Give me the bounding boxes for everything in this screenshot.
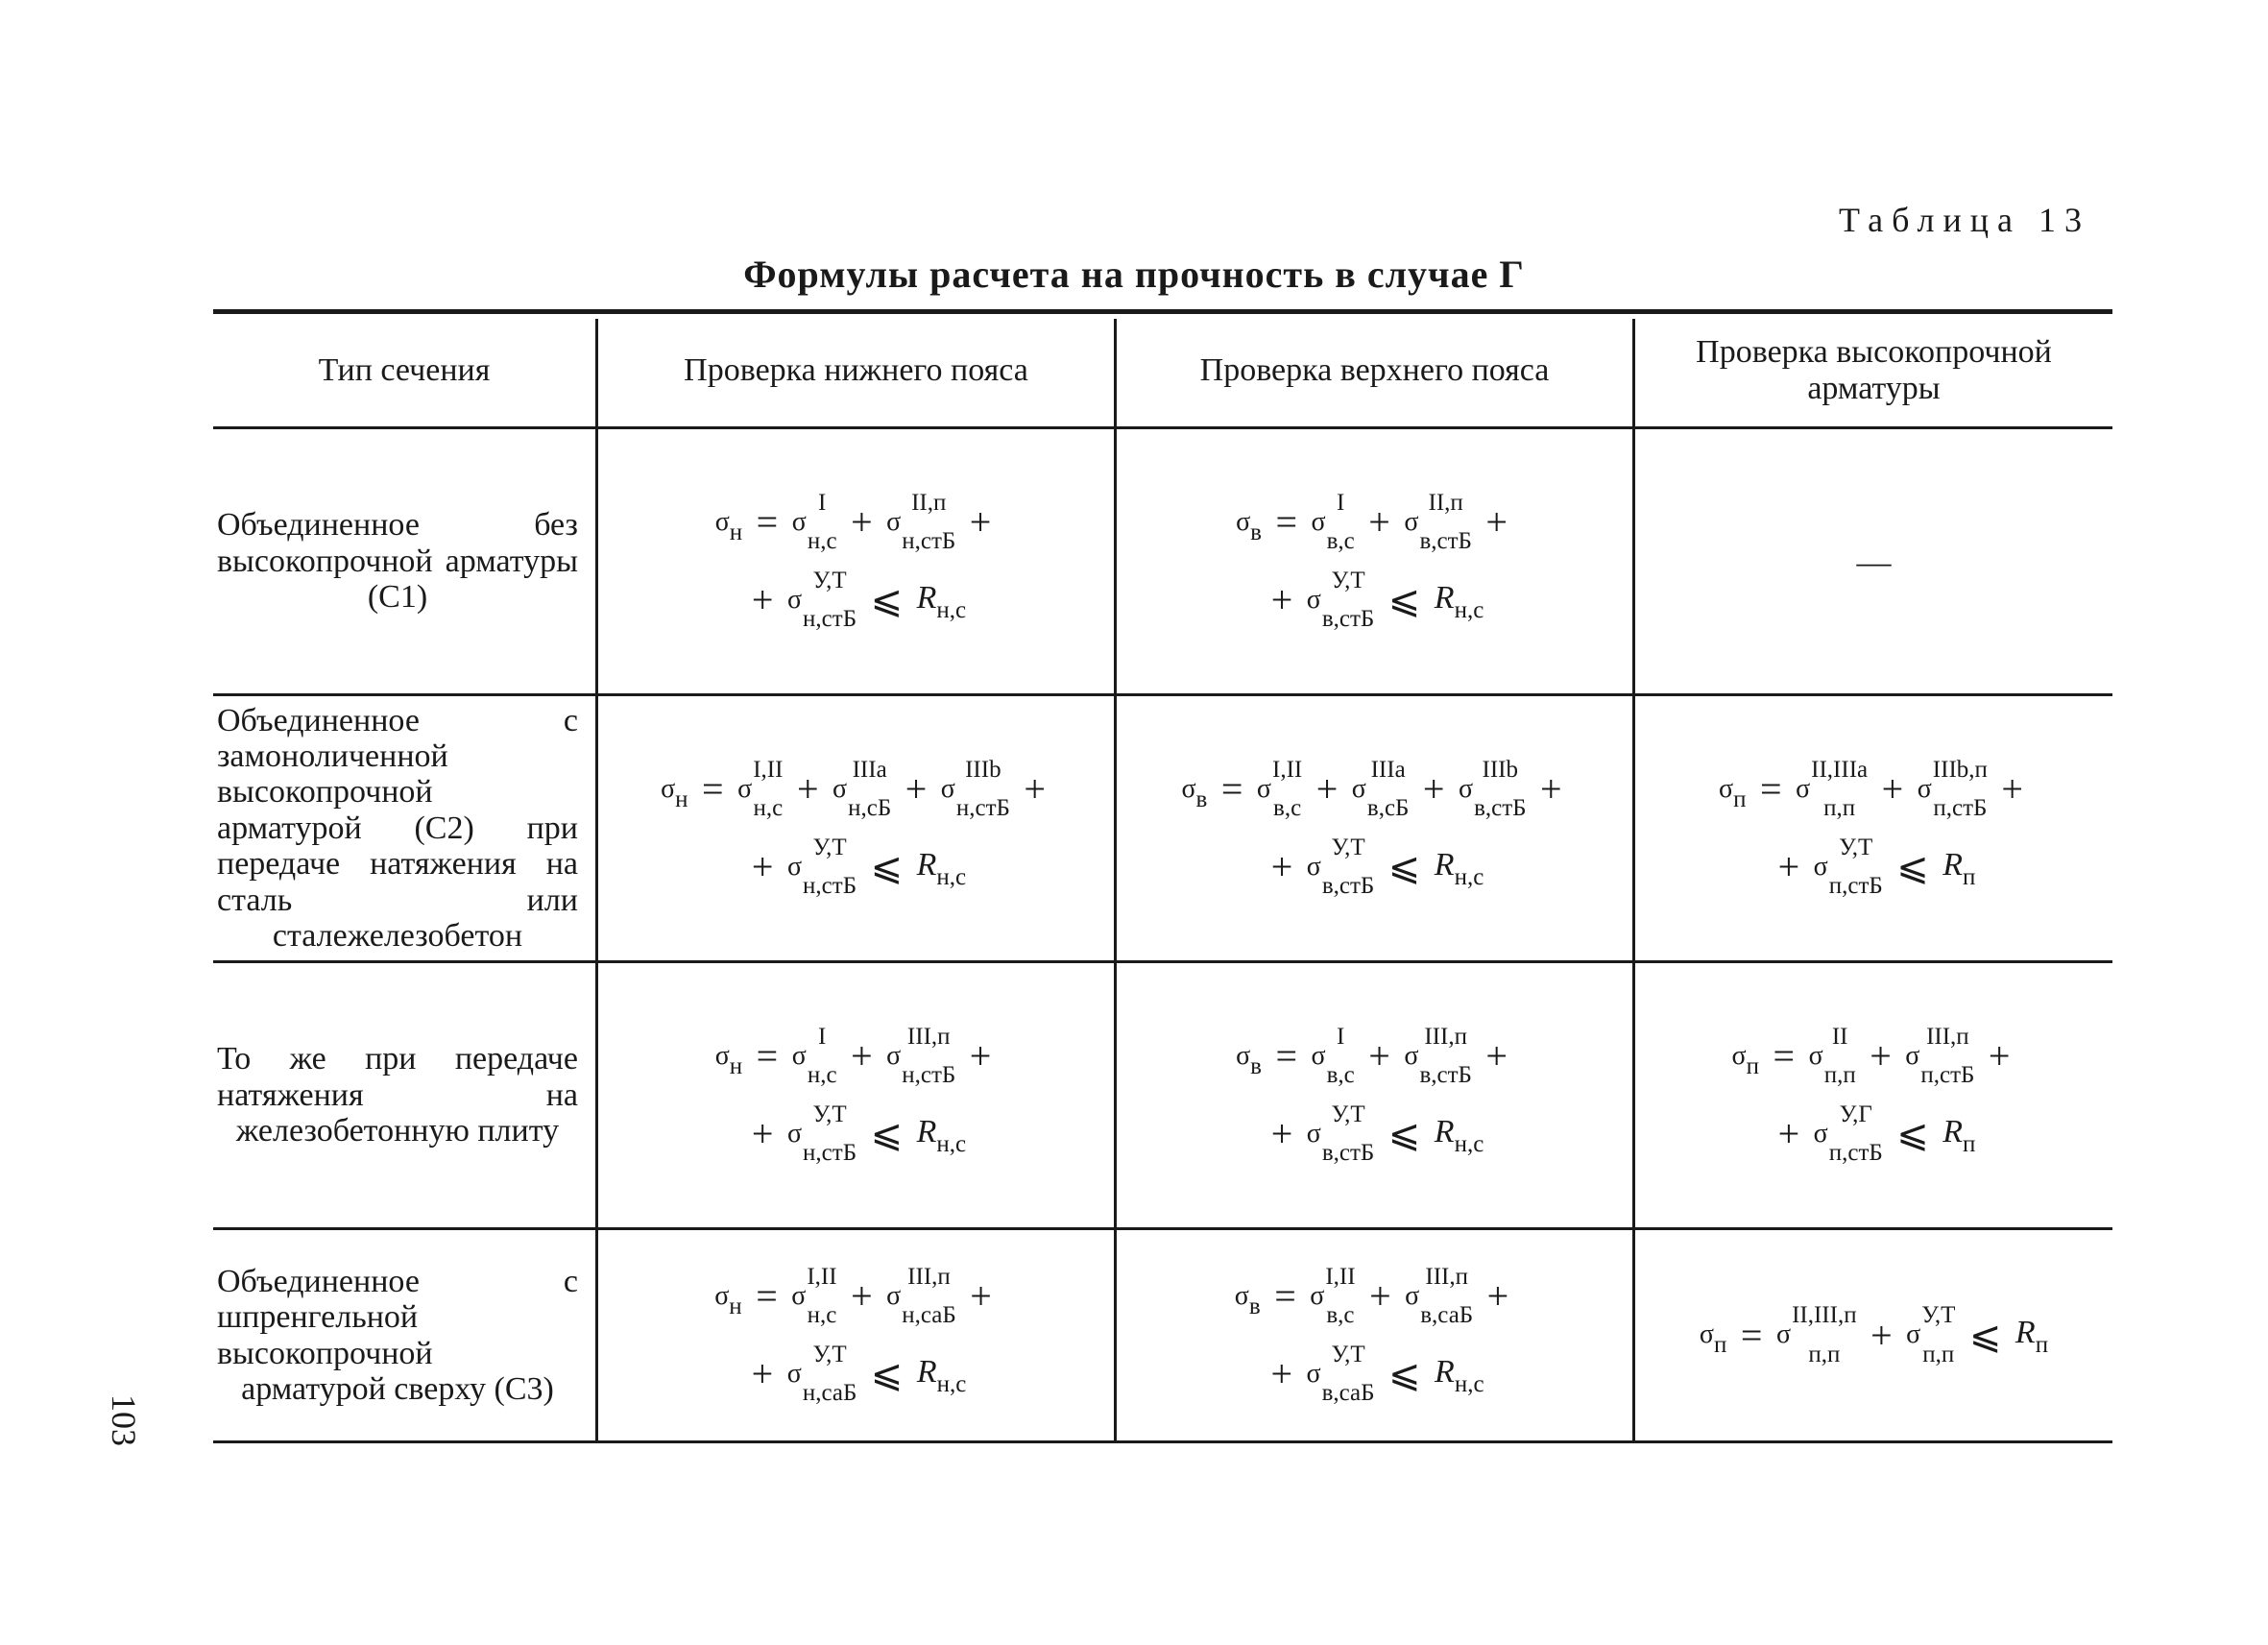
formula-c2-slab-upper: $\sigma_в = \sigma$ I в,с + σ III,п в,стБ + + σ У,Т в,стБ ⩽ $R_{н,с}$ [1236,1024,1508,1166]
header-lower-chord: Проверка нижнего пояса [684,351,1028,388]
header-section-type: Тип сечения [318,351,491,388]
table-label: Таблица 13 [1839,201,2090,239]
table-title: Формулы расчета на прочность в случае Г [743,253,1525,296]
formula-c3-high-strength: $\sigma_п = \sigma$ II,III,п п,п + σ У,Т п,п ⩽ $R_п$ [1699,1302,2049,1367]
row-label-c2-slab: То же при передаче натяжения на железобетонную плиту [217,1041,578,1149]
page-number: 103 [105,1394,143,1446]
header-high-strength: Проверка высокопрочной арматуры [1696,334,2052,406]
row-label-c3: Объединенное с шпренгельной высокопрочной арматурой сверху (С3) [217,1263,578,1407]
formula-c3-upper: $\sigma_в = \sigma$ I,II в,с + σ III,п в,саБ + + σ У,Т в,саБ ⩽ $R_{н,с}$ [1234,1264,1509,1406]
formula-c1-lower: $\sigma_н = \sigma$ I н,с + σ II,п н,стБ + + σ У,Т н,стБ ⩽ $R_{н,с}$ [714,490,992,632]
formula-c2-upper: $\sigma_в = \sigma$ I,II в,с + σ IIIa в,сБ + σ IIIb в,стБ + + σ У,Т в,стБ ⩽ $R_{н,с}$ [1181,757,1562,899]
formula-table [213,309,2112,1442]
row-label-c2: Объединенное с замоноличенной высокопрочной арматурой (С2) при передаче натяжения на сталь или сталежелезобетон [217,702,578,954]
formula-c3-lower: $\sigma_н = \sigma$ I,II н,с + σ III,п н,саБ + + σ У,Т н,саБ ⩽ $R_{н,с}$ [714,1264,992,1406]
header-upper-chord: Проверка верхнего пояса [1199,351,1550,388]
formula-c2-slab-high-strength: $\sigma_п = \sigma$ II п,п + σ III,п п,стБ + + σ У,Г п,стБ ⩽ $R_п$ [1731,1024,2011,1166]
bottom-rule [213,1440,2112,1443]
formula-c2-high-strength: $\sigma_п = \sigma$ II,IIIa п,п + σ IIIb,п п,стБ + + σ У,Т п,стБ ⩽ $R_п$ [1719,757,2023,899]
formula-c1-high-strength: — [1856,542,1892,581]
formula-c2-slab-lower: $\sigma_н = \sigma$ I н,с + σ III,п н,стБ + + σ У,Т н,стБ ⩽ $R_{н,с}$ [714,1024,992,1166]
row-label-c1: Объединенное без высокопрочной арматуры (С1) [217,507,578,616]
formula-c2-lower: $\sigma_н = \sigma$ I,II н,с + σ IIIa н,сБ + σ IIIb н,стБ + + σ У,Т н,стБ ⩽ $R_{н,с}$ [661,757,1046,899]
formula-c1-upper: $\sigma_в = \sigma$ I в,с + σ II,п в,стБ + + σ У,Т в,стБ ⩽ $R_{н,с}$ [1236,490,1508,632]
